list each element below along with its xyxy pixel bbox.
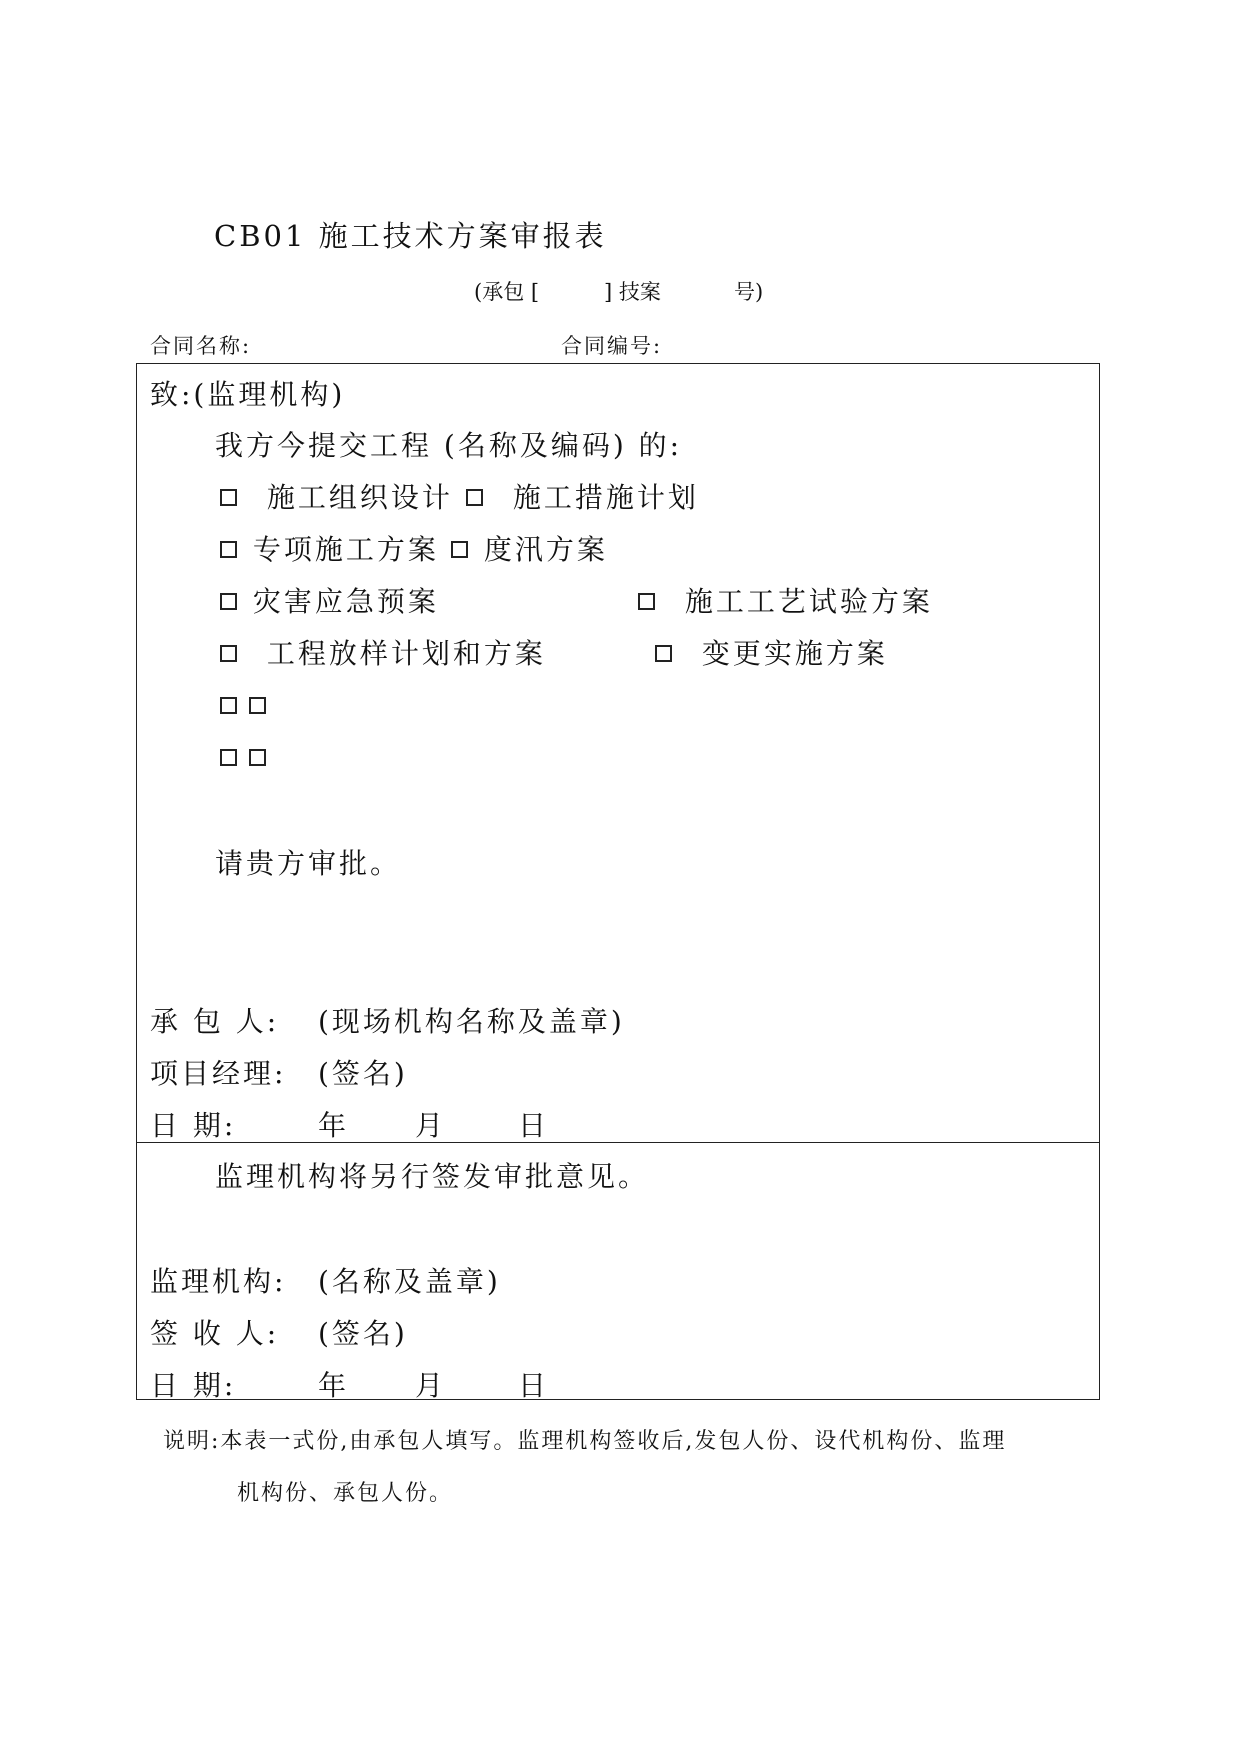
supervision-date-month: 月	[415, 1369, 447, 1402]
option-label: 施工工艺试验方案	[684, 585, 933, 618]
option-construction-org-design	[220, 481, 453, 514]
contract-number-label: 合同编号:	[561, 334, 663, 358]
receiver-label: 签 收 人:	[150, 1317, 280, 1350]
contractor-value: (现场机构名称及盖章)	[318, 1005, 625, 1038]
approval-request: 请贵方审批。	[215, 847, 402, 880]
form-title: CB01 施工技术方案审报表	[214, 219, 607, 253]
form-number-prefix: (承包 [	[474, 280, 540, 304]
submission-date-month: 月	[415, 1109, 447, 1142]
option-label: 专项施工方案	[252, 533, 439, 566]
contractor-label: 承 包 人:	[150, 1005, 280, 1038]
checkbox[interactable]	[451, 541, 468, 558]
footnote-line-2: 机构份、承包人份。	[237, 1481, 454, 1506]
option-label: 工程放样计划和方案	[266, 637, 546, 670]
option-label: 施工组织设计	[266, 481, 453, 514]
supervision-org-label: 监理机构:	[150, 1265, 287, 1298]
checkbox[interactable]	[220, 541, 237, 558]
contract-name-label: 合同名称:	[150, 334, 252, 358]
option-construction-measures-plan	[466, 481, 699, 514]
footnote-line-1: 说明:本表一式份,由承包人填写。监理机构签收后,发包人份、设代机构份、监理	[163, 1429, 1007, 1454]
option-flood-season-plan	[451, 533, 608, 566]
form-table	[136, 363, 1100, 1400]
submission-intro: 我方今提交工程 (名称及编码) 的:	[215, 429, 683, 462]
option-process-test-plan	[638, 585, 933, 618]
form-number-middle: ] 技案	[604, 280, 661, 304]
option-blank-row	[220, 744, 278, 772]
project-manager-label: 项目经理:	[150, 1057, 287, 1090]
option-special-construction-plan	[220, 533, 439, 566]
option-disaster-emergency-plan	[220, 585, 439, 618]
addressee-line: 致:(监理机构)	[150, 378, 346, 411]
checkbox[interactable]	[220, 697, 237, 714]
submission-date-label: 日 期:	[150, 1109, 237, 1142]
checkbox[interactable]	[220, 645, 237, 662]
option-label: 变更实施方案	[701, 637, 888, 670]
checkbox[interactable]	[638, 593, 655, 610]
submission-date-day: 日	[518, 1109, 550, 1142]
form-number-suffix: 号)	[734, 280, 764, 304]
checkbox[interactable]	[249, 749, 266, 766]
option-label: 度汛方案	[483, 533, 608, 566]
checkbox[interactable]	[466, 489, 483, 506]
project-manager-value: (签名)	[318, 1057, 408, 1090]
supervision-date-year: 年	[318, 1369, 350, 1402]
supervision-statement: 监理机构将另行签发审批意见。	[215, 1160, 650, 1193]
option-label: 灾害应急预案	[252, 585, 439, 618]
supervision-org-value: (名称及盖章)	[318, 1265, 501, 1298]
checkbox[interactable]	[220, 489, 237, 506]
option-change-implementation-plan	[655, 637, 888, 670]
checkbox[interactable]	[249, 697, 266, 714]
option-label: 施工措施计划	[512, 481, 699, 514]
checkbox[interactable]	[655, 645, 672, 662]
option-blank-row	[220, 692, 278, 720]
submission-date-year: 年	[318, 1109, 350, 1142]
checkbox[interactable]	[220, 593, 237, 610]
section-divider	[136, 1142, 1100, 1143]
receiver-value: (签名)	[318, 1317, 408, 1350]
checkbox[interactable]	[220, 749, 237, 766]
option-setting-out-plan	[220, 637, 546, 670]
supervision-date-label: 日 期:	[150, 1369, 237, 1402]
supervision-date-day: 日	[518, 1369, 550, 1402]
